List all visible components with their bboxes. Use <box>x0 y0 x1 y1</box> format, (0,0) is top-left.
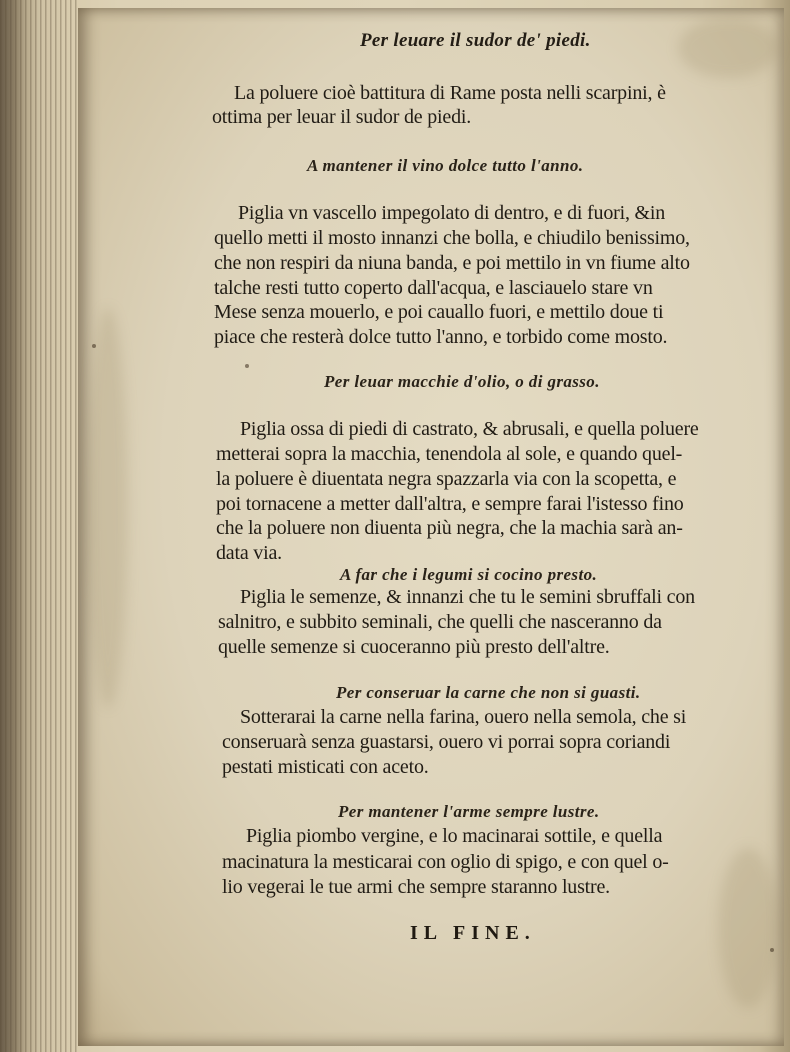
book-page-edges <box>0 0 80 1052</box>
text-line: che la poluere non diuenta più negra, che la machia sarà an- <box>216 517 683 539</box>
text-line: metterai sopra la macchia, tenendola al sole, e quando quel- <box>216 443 683 465</box>
ink-fleck <box>92 344 96 348</box>
colophon: IL FINE. <box>410 922 536 944</box>
text-line: salnitro, e subbito seminali, che quelli che nasceranno da <box>218 611 662 633</box>
section-title: Per conseruar la carne che non si guasti. <box>336 683 641 702</box>
text-line: la poluere è diuentata negra spazzarla via con la scopetta, e <box>216 468 677 490</box>
section-title: A mantener il vino dolce tutto l'anno. <box>307 156 584 175</box>
text-line: quello metti il mosto innanzi che bolla, e chiudilo benissimo, <box>214 227 690 249</box>
text-line: Piglia piombo vergine, e lo macinarai sottile, e quella <box>246 825 663 847</box>
running-head: Per leuare il sudor de' piedi. <box>360 30 591 51</box>
foxing-stain <box>718 848 778 1008</box>
ink-fleck <box>770 948 774 952</box>
text-line: Piglia ossa di piedi di castrato, & abrusali, e quella poluere <box>240 418 699 440</box>
ink-fleck <box>245 364 249 368</box>
text-line: Mese senza mouerlo, e poi cauallo fuori, e mettilo doue ti <box>214 301 664 323</box>
text-line: ottima per leuar il sudor de piedi. <box>212 106 472 128</box>
foxing-stain <box>88 308 128 708</box>
text-line: Piglia vn vascello impegolato di dentro, e di fuori, &in <box>238 202 666 224</box>
foxing-stain <box>678 18 778 78</box>
text-line: lio vegerai le tue armi che sempre staranno lustre. <box>222 876 610 898</box>
text-line: che non respiri da niuna banda, e poi mettilo in vn fiume alto <box>214 252 690 274</box>
section-title: A far che i legumi si cocino presto. <box>340 565 598 584</box>
text-line: data via. <box>216 542 282 564</box>
text-line: Sotterarai la carne nella farina, ouero nella semola, che si <box>240 706 687 728</box>
text-line: La poluere cioè battitura di Rame posta nelli scarpini, è <box>234 82 666 104</box>
text-line: quelle semenze si cuoceranno più presto dell'altre. <box>218 636 610 658</box>
text-line: talche resti tutto coperto dall'acqua, e lasciauelo stare vn <box>214 277 653 299</box>
section-title: Per leuar macchie d'olio, o di grasso. <box>324 372 600 391</box>
text-line: pestati misticati con aceto. <box>222 756 429 778</box>
text-line: piace che resterà dolce tutto l'anno, e torbido come mosto. <box>214 326 668 348</box>
text-line: Piglia le semenze, & innanzi che tu le semini sbruffali con <box>240 586 695 608</box>
text-line: conseruarà senza guastarsi, ouero vi porrai sopra coriandi <box>222 731 671 753</box>
text-line: macinatura la mesticarai con oglio di spigo, e con quel o- <box>222 851 669 873</box>
text-line: poi tornacene a metter dall'altra, e sempre farai l'istesso fino <box>216 493 684 515</box>
section-title: Per mantener l'arme sempre lustre. <box>338 802 600 821</box>
